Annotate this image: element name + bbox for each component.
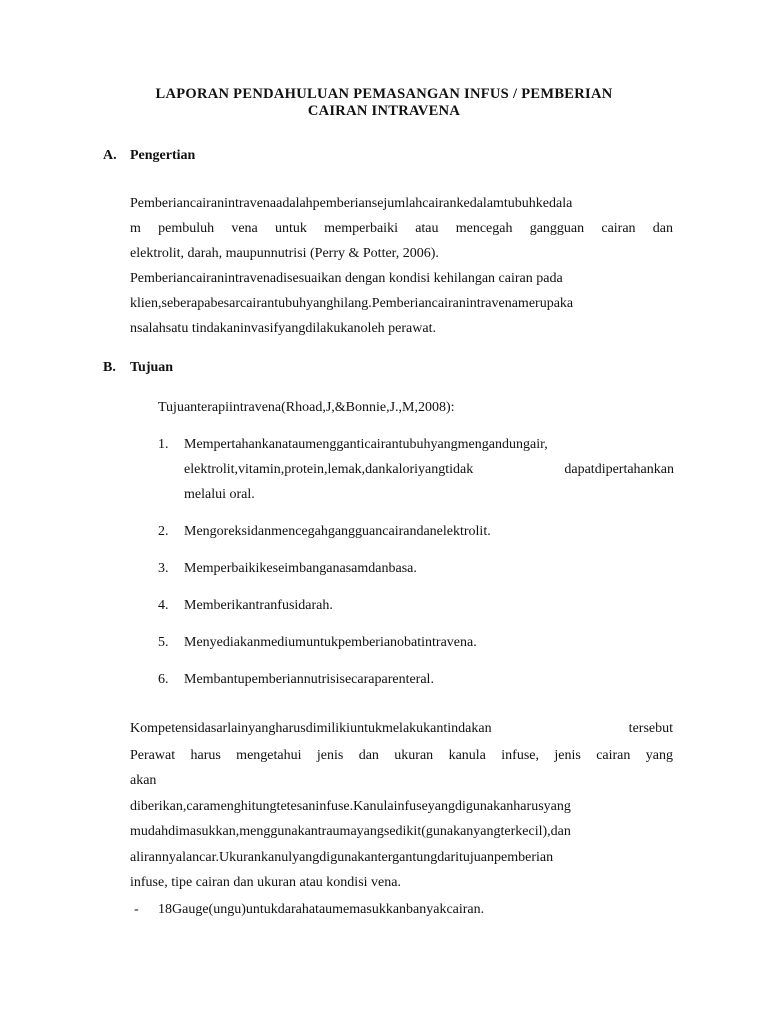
section-a-letter: A. [103,148,117,163]
document-title [90,86,678,120]
list-item-text: Memperbaikikeseimbanganasamdanbasa. [184,561,417,576]
paragraph-line: alirannyalancar.Ukurankanulyangdigunakantergantungdaritujuanpemberian [130,850,554,865]
paragraph-line: diberikan,caramenghitungtetesaninfuse.Kanulainfuseyangdigunakanharusyang [130,799,571,814]
section-a-line: elektrolit, darah, maupunnutrisi (Perry & Potter, 2006). [130,246,439,261]
paragraph-line: Perawat harus mengetahui jenis dan ukuran kanula infuse, jenis cairan yang [130,748,673,763]
list-item-text: elektrolit,vitamin,protein,lemak,dankaloriyangtidak dapatdipertahankan [184,462,674,477]
list-item-text: Menyediakanmediumuntukpemberianobatintravena. [184,635,477,650]
list-item-number: 1. [158,437,169,452]
title-line-1: LAPORAN PENDAHULUAN PEMASANGAN INFUS / PEMBERIAN [155,86,613,102]
bullet-text: 18Gauge(ungu)untukdarahataumemasukkanbanyakcairan. [158,902,485,917]
section-a-line: m pembuluh vena untuk memperbaiki atau mencegah gangguan cairan dan [130,221,673,236]
bullet-marker: - [134,902,139,917]
section-a-line: Pemberiancairanintravenaadalahpemberiansejumlahcairankedalamtubuhkedala [130,196,573,211]
title-line-2: CAIRAN INTRAVENA [307,103,461,119]
section-a-line: nsalahsatu tindakaninvasifyangdilakukanoleh perawat. [130,321,436,336]
section-b-heading: Tujuan [130,360,174,375]
list-item-number: 4. [158,598,169,613]
section-a-line: klien,seberapabesarcairantubuhyanghilang.Pemberiancairanintravenamerupaka [130,296,574,311]
list-item-number: 5. [158,635,169,650]
list-item-text: Memberikantranfusidarah. [184,598,333,613]
paragraph-line: akan [130,773,157,788]
section-a-heading: Pengertian [130,148,196,163]
list-item-number: 6. [158,672,169,687]
paragraph-line: mudahdimasukkan,menggunakantraumayangsedikit(gunakanyangterkecil),dan [130,824,571,839]
list-item-number: 2. [158,524,169,539]
list-item-text: Membantupemberiannutrisisecaraparenteral. [184,672,434,687]
list-item-text: Mempertahankanataumengganticairantubuhyangmengandungair, [184,437,548,452]
paragraph-line: Kompetensidasarlainyangharusdimilikiuntukmelakukantindakan tersebut [130,721,673,736]
list-item-number: 3. [158,561,169,576]
section-b-letter: B. [103,360,116,375]
list-item-text: melalui oral. [184,487,255,502]
section-a-line: Pemberiancairanintravenadisesuaikan dengan kondisi kehilangan cairan pada [130,271,563,286]
list-item-text: Mengoreksidanmencegahgangguancairandanelektrolit. [184,524,491,539]
paragraph-line: infuse, tipe cairan dan ukuran atau kondisi vena. [130,875,401,890]
section-b-intro: Tujuanterapiintravena(Rhoad,J,&Bonnie,J.,M,2008): [158,400,455,415]
